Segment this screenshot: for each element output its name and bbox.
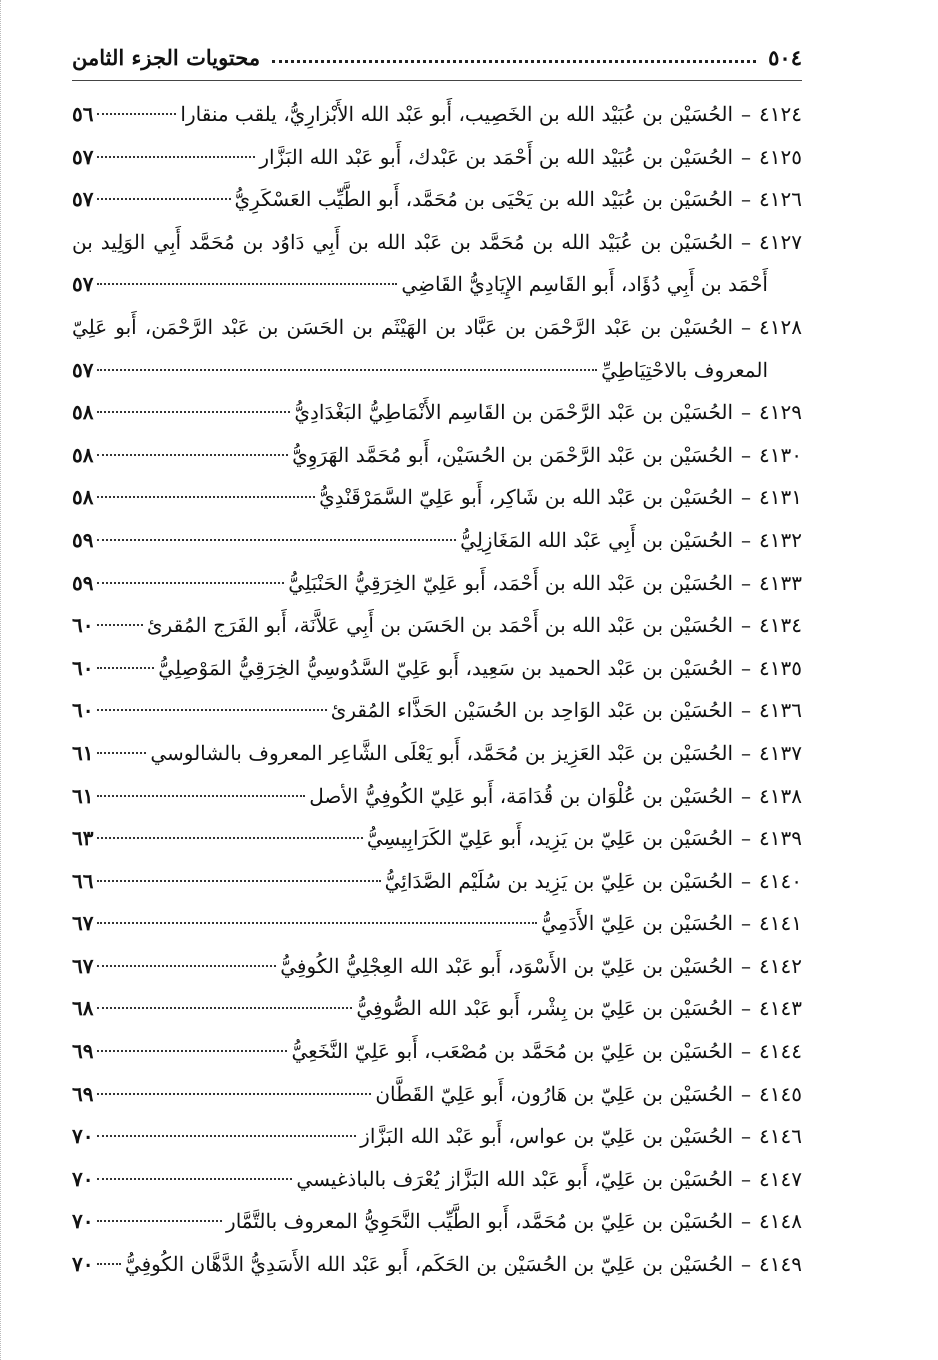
toc-entry-line <box>72 306 802 349</box>
entry-dash: – <box>741 400 752 425</box>
entry-number: ٤١٣٤ <box>759 613 802 638</box>
entry-title: الحُسَيْن بن عَلِيّ بن عواس، أَبو عَبْد الله البَزَّاز <box>360 1124 734 1149</box>
entry-title: الحُسَيْن بن عُبَيْد الله بن مُحَمَّد بن عَبْد الله بن أَبِي دَاوُد بن مُحَمَّد أَبِي الوَلِيد بن <box>72 229 734 254</box>
toc-entry-line <box>72 519 802 562</box>
toc-entry <box>72 689 802 732</box>
entry-page-number: ٥٧ <box>72 357 94 382</box>
entry-number: ٤١٣٢ <box>759 527 802 552</box>
entry-page-number: ٥٩ <box>72 570 94 595</box>
entry-dash: – <box>741 953 752 978</box>
entry-title: الحُسَيْن بن عَبْد الرَّحْمَن بن الحُسَيْن، أَبو مُحَمَّد الهَرَوِيُّ <box>292 442 734 467</box>
toc-entry <box>72 775 802 818</box>
toc-entry-line <box>72 391 802 434</box>
entry-number: ٤١٤٠ <box>759 868 802 893</box>
entry-title: الحُسَيْن بن عَلِيّ بن الحُسَيْن بن الحَكَم، أَبو عَبْد الله الأَسَدِيُّ الدَّهَّان الكُوفِيُّ <box>124 1252 734 1277</box>
entry-page-number: ٦٧ <box>72 953 94 978</box>
dot-leader <box>97 198 230 200</box>
toc-entry <box>72 604 802 647</box>
toc-entry <box>72 860 802 903</box>
toc-entry-line <box>72 987 802 1030</box>
page-edge <box>0 0 3 1360</box>
toc-entry-line <box>72 476 802 519</box>
dot-leader <box>97 283 397 285</box>
entry-number: ٤١٤٩ <box>759 1252 802 1277</box>
dot-leader <box>97 1178 292 1180</box>
entry-page-number: ٦٦ <box>72 868 94 893</box>
toc-entry-line <box>72 775 802 818</box>
entry-title: الحُسَيْن بن عَلِيّ بن مُحَمَّد بن مُصْعَب، أَبو عَلِيّ النَّخَعِيُّ <box>291 1039 734 1064</box>
entry-number: ٤١٢٥ <box>759 144 802 169</box>
entry-number: ٤١٤٨ <box>759 1209 802 1234</box>
entry-page-number: ٥٦ <box>72 102 94 126</box>
entry-number: ٤١٤٤ <box>759 1039 802 1064</box>
toc-entry-line <box>72 434 802 477</box>
entry-page-number: ٦١ <box>72 740 94 765</box>
entry-number: ٤١٣٥ <box>759 655 802 680</box>
entry-page-number: ٦٣ <box>72 826 94 851</box>
entry-dash: – <box>741 527 752 552</box>
entry-dash: – <box>741 1081 752 1106</box>
entry-page-number: ٥٨ <box>72 485 94 510</box>
entry-page-number: ٧٠ <box>72 1124 94 1149</box>
dot-leader <box>97 1093 371 1095</box>
dot-leader <box>97 369 597 371</box>
running-header <box>72 34 802 80</box>
toc-entry-line <box>72 1073 802 1116</box>
entry-number: ٤١٢٨ <box>759 314 802 339</box>
toc-entry-line <box>72 1115 802 1158</box>
entry-title: الحُسَيْن بن عَبْد الحميد بن سَعِيد، أَبو عَلِيّ السَّدُوسِيُّ الخِرَقِيُّ المَوْصِلِيُّ <box>158 655 734 680</box>
entry-dash: – <box>741 868 752 893</box>
entry-number: ٤١٣٨ <box>759 783 802 808</box>
toc-entry-line <box>72 689 802 732</box>
dot-leader <box>97 454 288 456</box>
toc-entry <box>72 1200 802 1243</box>
dot-leader <box>97 156 255 158</box>
entry-title: الحُسَيْن بن عَلِيّ، أَبو عَبْد الله البَزَّاز يُعْرَف بالباذغيسي <box>296 1166 734 1191</box>
toc-entry-line <box>72 178 802 221</box>
entry-number: ٤١٤٦ <box>759 1124 802 1149</box>
entry-dash: – <box>741 996 752 1021</box>
entry-dash: – <box>741 698 752 723</box>
entry-page-number: ٥٩ <box>72 527 94 552</box>
toc-entry <box>72 434 802 477</box>
entry-title: الحُسَيْن بن عَلِيّ بن الأَسْوَد، أَبو عَبْد الله العِجْلِيُّ الكُوفِيُّ <box>280 953 734 978</box>
entry-number: ٤١٤٧ <box>759 1166 802 1191</box>
entry-page-number: ٦٠ <box>72 613 94 638</box>
toc-entry <box>72 221 802 306</box>
entry-dash: – <box>741 1039 752 1064</box>
entry-page-number: ٦١ <box>72 783 94 808</box>
dot-leader <box>97 1135 356 1137</box>
entry-title: الحُسَيْن بن عَبْد الله بن أَحْمَد بن الحَسَن بن أَبِي عَلاَّنَة، أَبو الفَرَج المُقرئ <box>146 613 734 638</box>
dot-leader <box>97 965 276 967</box>
entry-page-number: ٦٩ <box>72 1081 94 1106</box>
dot-leader <box>97 837 362 839</box>
entry-title: الحُسَيْن بن عُبَيْد الله بن الخَصِيب، أَبو عَبْد الله الأَبْزارِيُّ، يلقب منقارا <box>180 102 734 126</box>
toc-entry <box>72 476 802 519</box>
entry-title: الحُسَيْن بن عَلِيّ بن بِشْر، أَبو عَبْد الله الصُّوفِيُّ <box>356 996 734 1021</box>
entry-number: ٤١٣٧ <box>759 740 802 765</box>
entry-dash: – <box>741 1252 752 1277</box>
entry-page-number: ٦٠ <box>72 655 94 680</box>
entry-dash: – <box>741 613 752 638</box>
toc-entry-line <box>72 136 802 179</box>
entry-title: الحُسَيْن بن عَبْد الوَاحِد بن الحُسَيْن الحَذَّاء المُقرئ <box>330 698 734 723</box>
entry-dash: – <box>741 187 752 212</box>
entry-dash: – <box>741 1209 752 1234</box>
toc-entry-line <box>72 604 802 647</box>
dot-leader <box>97 1263 120 1265</box>
dot-leader <box>97 624 142 626</box>
entry-dash: – <box>741 1124 752 1149</box>
entry-dash: – <box>741 655 752 680</box>
toc-entry <box>72 1115 802 1158</box>
entry-title: الحُسَيْن بن عَلِيّ بن يَزِيد بن سُلَيْم الصَّدَائِيُّ <box>384 868 734 893</box>
toc-entry <box>72 136 802 179</box>
entry-number: ٤١٤٥ <box>759 1081 802 1106</box>
dot-leader <box>97 496 315 498</box>
entry-title: الحُسَيْن بن عُبَيْد الله بن يَحْيَى بن مُحَمَّد، أَبو الطَّيِّب العَسْكَرِيُّ <box>234 187 734 212</box>
toc-entry <box>72 817 802 860</box>
toc-entry-continuation <box>72 263 802 306</box>
entry-title: أَحْمَد بن أَبِي دُؤَاد، أَبو القَاسِم الإِيَادِيُّ القَاضِي <box>401 272 768 297</box>
toc-entry <box>72 987 802 1030</box>
dot-leader <box>97 1220 222 1222</box>
header-leader <box>272 60 756 63</box>
header-title: محتويات الجزء الثامن <box>72 44 261 70</box>
entry-number: ٤١٤١ <box>759 911 802 936</box>
toc-entry-line <box>72 93 802 136</box>
toc-entry-line <box>72 860 802 903</box>
entry-number: ٤١٤٢ <box>759 953 802 978</box>
entry-title: الحُسَيْن بن عُلْوَان بن قُدَامَة، أَبو عَلِيّ الكُوفِيُّ الأصل <box>309 783 734 808</box>
entry-number: ٤١٣٩ <box>759 826 802 851</box>
entry-dash: – <box>741 314 752 339</box>
toc-entry-line <box>72 221 802 264</box>
toc-list <box>72 93 802 1286</box>
entry-page-number: ٥٧ <box>72 187 94 212</box>
dot-leader <box>97 795 305 797</box>
dot-leader <box>97 922 537 924</box>
toc-entry-line <box>72 1200 802 1243</box>
entry-number: ٤١٢٧ <box>759 229 802 254</box>
toc-entry <box>72 306 802 391</box>
entry-title: الحُسَيْن بن عَلِيّ الأَدَمِيُّ <box>541 911 734 936</box>
entry-dash: – <box>741 783 752 808</box>
entry-title: الحُسَيْن بن عَبْد الله بن أَحْمَد، أَبو عَلِيّ الخِرَقِيُّ الحَنْبَلِيُّ <box>288 570 734 595</box>
entry-page-number: ٦٠ <box>72 698 94 723</box>
toc-entry-line <box>72 817 802 860</box>
toc-entry <box>72 1030 802 1073</box>
toc-entry-line <box>72 902 802 945</box>
entry-dash: – <box>741 911 752 936</box>
toc-entry <box>72 519 802 562</box>
entry-page-number: ٦٨ <box>72 996 94 1021</box>
toc-entry-line <box>72 1158 802 1201</box>
dot-leader <box>97 1050 287 1052</box>
toc-entry-line <box>72 562 802 605</box>
entry-dash: – <box>741 442 752 467</box>
entry-dash: – <box>741 102 752 126</box>
toc-entry <box>72 178 802 221</box>
entry-title: الحُسَيْن بن عَبْد العَزِيز بن مُحَمَّد، أَبو يَعْلَى الشَّاعِر المعروف بالشالوسي <box>150 740 734 765</box>
toc-entry <box>72 391 802 434</box>
entry-page-number: ٦٩ <box>72 1039 94 1064</box>
entry-number: ٤١٣٣ <box>759 570 802 595</box>
entry-page-number: ٦٧ <box>72 911 94 936</box>
entry-number: ٤١٣٠ <box>759 442 802 467</box>
entry-dash: – <box>741 485 752 510</box>
entry-title: الحُسَيْن بن عَلِيّ بن يَزِيد، أَبو عَلِيّ الكَرَابِيسِيُّ <box>366 826 734 851</box>
toc-entry <box>72 647 802 690</box>
toc-entry-line <box>72 647 802 690</box>
dot-leader <box>97 582 284 584</box>
dot-leader <box>97 411 290 413</box>
dot-leader <box>97 752 146 754</box>
entry-title: الحُسَيْن بن أَبِي عَبْد الله المَغَازِلِيُّ <box>460 527 734 552</box>
entry-page-number: ٧٠ <box>72 1252 94 1277</box>
toc-entry <box>72 902 802 945</box>
entry-number: ٤١٣٦ <box>759 698 802 723</box>
toc-entry-line <box>72 732 802 775</box>
dot-leader <box>97 113 176 115</box>
entry-page-number: ٥٧ <box>72 272 94 297</box>
entry-title: الحُسَيْن بن عُبَيْد الله بن أَحْمَد بن عَبْدك، أَبو عَبْد الله البَزَّار <box>259 144 734 169</box>
entry-title: الحُسَيْن بن عَبْد الرَّحْمَن بن القَاسِم الأَنْمَاطِيُّ البَغْدَادِيُّ <box>294 400 734 425</box>
dot-leader <box>97 880 380 882</box>
toc-entry <box>72 945 802 988</box>
toc-entry-continuation <box>72 349 802 392</box>
toc-entry-line <box>72 1030 802 1073</box>
dot-leader <box>97 1007 352 1009</box>
dot-leader <box>97 667 154 669</box>
entry-page-number: ٧٠ <box>72 1209 94 1234</box>
entry-dash: – <box>741 570 752 595</box>
entry-dash: – <box>741 229 752 254</box>
entry-number: ٤١٢٤ <box>759 102 802 126</box>
entry-title: المعروف بالاحْتِيَاطِيِّ <box>601 357 768 382</box>
toc-entry <box>72 1073 802 1116</box>
entry-dash: – <box>741 826 752 851</box>
toc-entry <box>72 1158 802 1201</box>
toc-entry-line <box>72 1243 802 1286</box>
entry-dash: – <box>741 144 752 169</box>
entry-page-number: ٥٧ <box>72 144 94 169</box>
entry-title: الحُسَيْن بن عَبْد الله بن شَاكِر، أَبو عَلِيّ السَّمَرْقَنْدِيُّ <box>319 485 734 510</box>
toc-entry <box>72 1243 802 1286</box>
dot-leader <box>97 539 456 541</box>
entry-dash: – <box>741 1166 752 1191</box>
dot-leader <box>97 709 326 711</box>
entry-page-number: ٧٠ <box>72 1166 94 1191</box>
entry-page-number: ٥٨ <box>72 400 94 425</box>
toc-entry <box>72 562 802 605</box>
entry-title: الحُسَيْن بن عَبْد الرَّحْمَن بن عَبَّاد بن الهَيْثَم بن الحَسَن بن عَبْد الرَّحْمَن، أَبو عَلِيّ <box>72 314 734 339</box>
entry-title: الحُسَيْن بن عَلِيّ بن مُحَمَّد، أَبو الطَّيِّب النَّحَوِيُّ المعروف بالتَّمَّار <box>226 1209 734 1234</box>
entry-page-number: ٥٨ <box>72 442 94 467</box>
toc-entry <box>72 93 802 136</box>
entry-title: الحُسَيْن بن عَلِيّ بن هَارُون، أَبو عَلِيّ القَطَّان <box>375 1081 734 1106</box>
toc-entry <box>72 732 802 775</box>
entry-number: ٤١٢٩ <box>759 400 802 425</box>
header-rule <box>72 80 802 81</box>
entry-number: ٤١٢٦ <box>759 187 802 212</box>
entry-dash: – <box>741 740 752 765</box>
toc-entry-line <box>72 945 802 988</box>
entry-number: ٤١٣١ <box>759 485 802 510</box>
page <box>72 34 802 1286</box>
page-number: ٥٠٤ <box>768 44 802 70</box>
entry-number: ٤١٤٣ <box>759 996 802 1021</box>
